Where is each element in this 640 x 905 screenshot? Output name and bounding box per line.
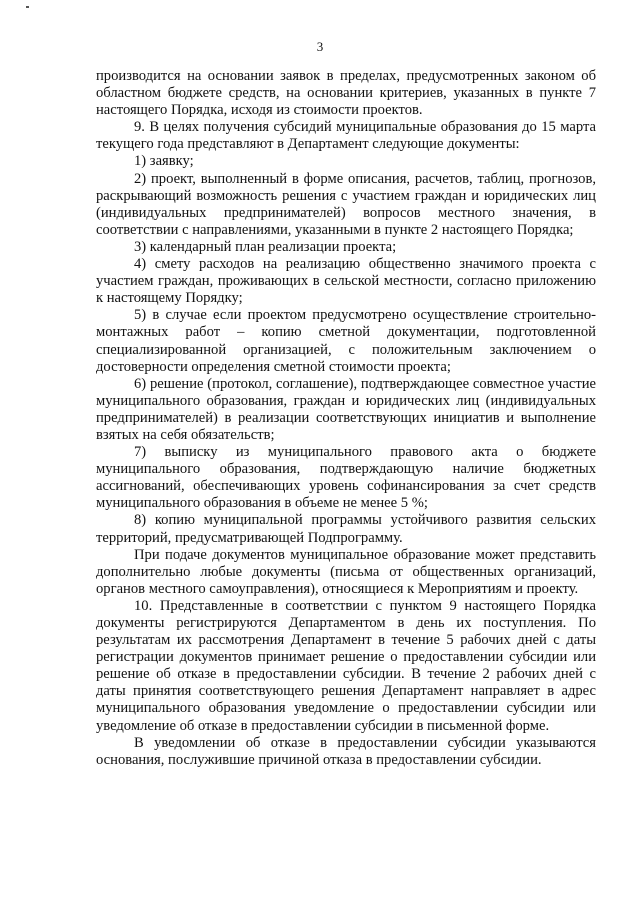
- list-item: 3) календарный план реализации проекта;: [134, 238, 397, 255]
- paragraph: 9. В целях получения субсидий муниципальные образования до 15 марта текущего года представляют в Департамент следующие документы:: [96, 119, 596, 153]
- list-item: 6) решение (протокол, соглашение), подтверждающее совместное участие муниципального образования, граждан и юридических лиц (индивидуальных предпринимателей) в реализации соответствующих инициатив и выполнение взятых на себя обязательств;: [96, 375, 596, 443]
- document-body: [96, 68, 596, 769]
- list-item: 5) в случае если проектом предусмотрено осуществление строительно-монтажных работ – копию сметной документации, подготовленной специализированной организацией, с положительным заключением о достоверности определения сметной стоимости проекта;: [96, 307, 596, 375]
- page-number: 3: [316, 39, 324, 54]
- paragraph: производится на основании заявок в пределах, предусмотренных законом об областном бюджете средств, на основании критериев, указанных в пункте 7 настоящего Порядка, исходя из стоимости проектов.: [96, 68, 596, 119]
- corner-mark: [26, 6, 29, 8]
- list-item: 7) выписку из муниципального правового акта о бюджете муниципального образования, подтверждающую наличие бюджетных ассигнований, обеспечивающих уровень софинансирования за счет средств муниципального образования в объеме не менее 5 %;: [96, 444, 596, 512]
- list-item: 2) проект, выполненный в форме описания, расчетов, таблиц, прогнозов, раскрывающий возможность решения с участием граждан и юридических лиц (индивидуальных предпринимателей) вопросов местного значения, в соответствии с направлениями, указанными в пункте 2 настоящего Порядка;: [96, 170, 596, 238]
- paragraph: В уведомлении об отказе в предоставлении субсидии указываются основания, послужившие причиной отказа в предоставлении субсидии.: [96, 734, 596, 768]
- paragraph: 10. Представленные в соответствии с пунктом 9 настоящего Порядка документы регистрируются Департаментом в день их поступления. По результатам их рассмотрения Департамент в течение 5 рабочих дней с даты регистрации документов принимает решение о предоставлении субсидии или решение об отказе в предоставлении субсидии. В течение 2 рабочих дней с даты принятия соответствующего решения Департамент направляет в адрес муниципального образования уведомление о предоставлении субсидии или уведомление об отказе в предоставлении субсидии в письменной форме.: [96, 597, 596, 734]
- paragraph: При подаче документов муниципальное образование может представить дополнительно любые документы (письма от общественных организаций, органов местного самоуправления), относящиеся к Мероприятиям и проекту.: [96, 546, 596, 597]
- list-item: 1) заявку;: [134, 153, 194, 170]
- list-item: 4) смету расходов на реализацию общественно значимого проекта с участием граждан, проживающих в сельской местности, согласно приложению к настоящему Порядку;: [96, 256, 596, 307]
- list-item: 8) копию муниципальной программы устойчивого развития сельских территорий, предусматривающей Подпрограмму.: [96, 512, 596, 546]
